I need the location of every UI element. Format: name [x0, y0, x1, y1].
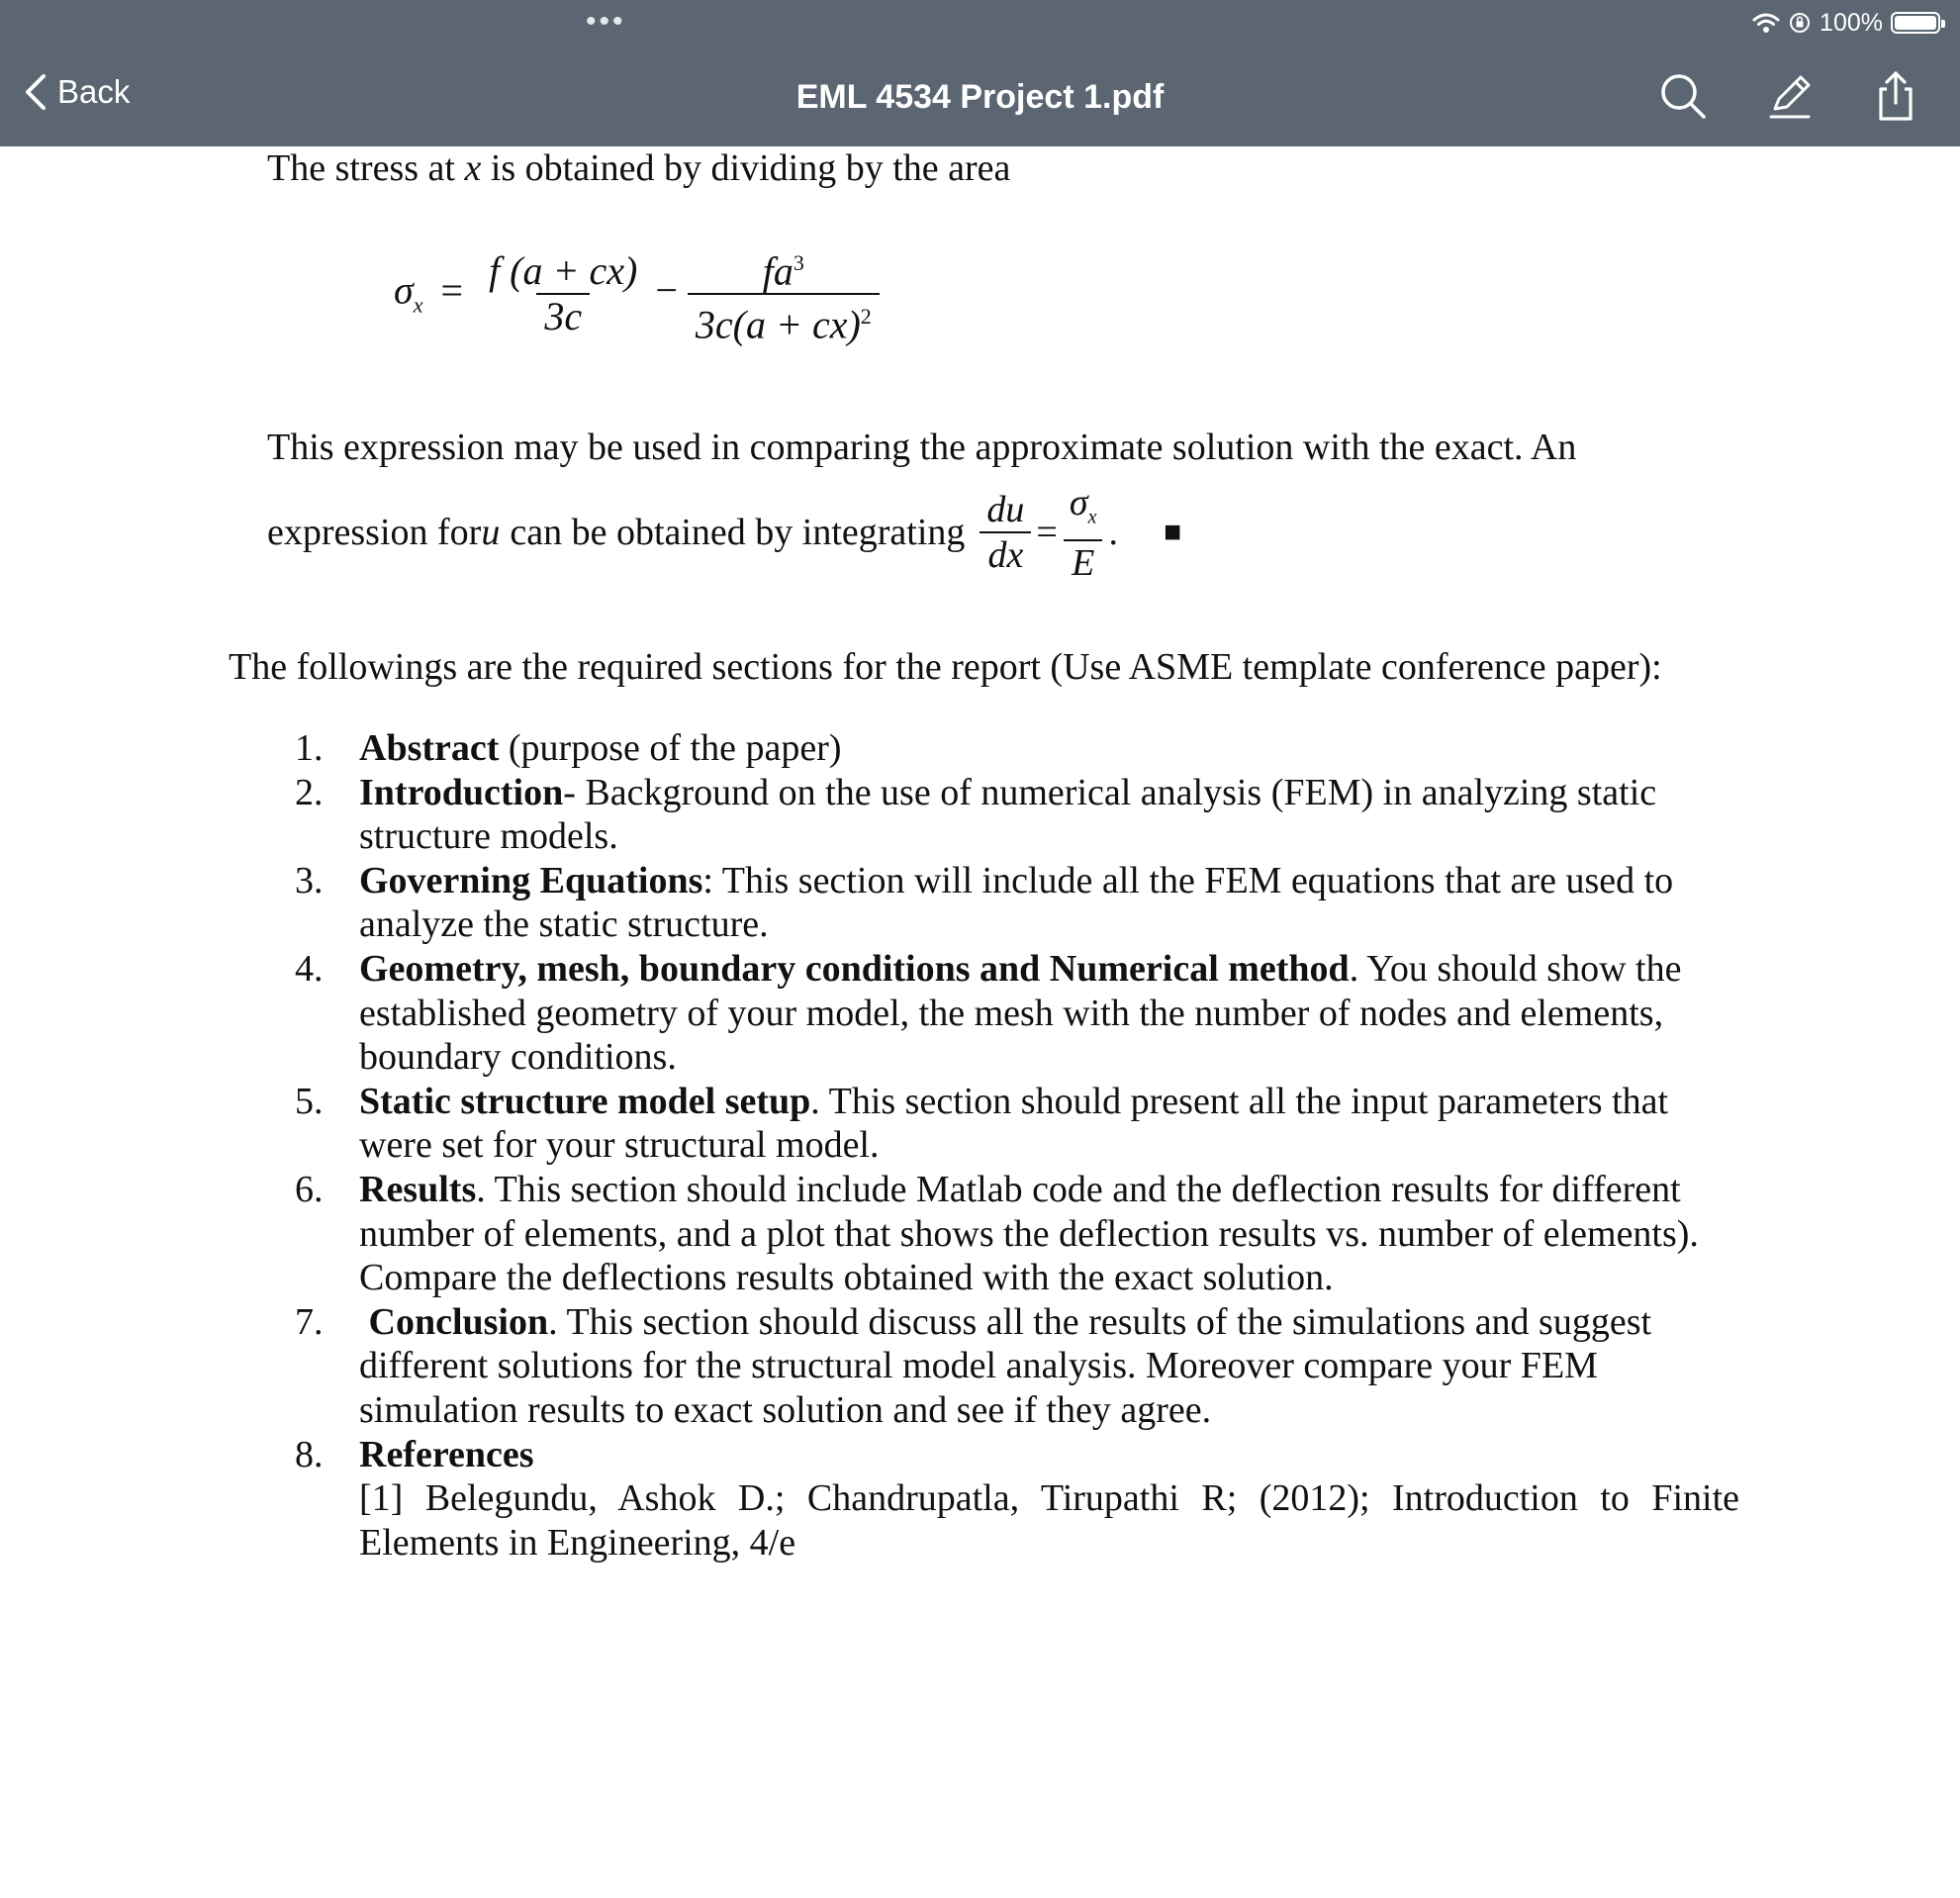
du-numerator: du [986, 489, 1025, 531]
section-description: - Background on the use of numerical analysis (FEM) in analyzing static structure models. [359, 771, 1657, 858]
intro-variable: x [464, 147, 482, 189]
reference-entry: [1] Belegundu, Ashok D.; Chandrupatla, Tirupathi R; (2012); Introduction to Finite Elements in Engineering, 4/e [359, 1477, 1739, 1564]
required-sections-list [295, 726, 1739, 1565]
intro-text: The stress at [267, 147, 465, 189]
para2-text-end: can be obtained by integrating [510, 512, 966, 554]
list-number: 5. [295, 1080, 324, 1122]
para2-text: expression for [267, 512, 482, 554]
list-number: 2. [295, 771, 324, 813]
equation-fraction-1 [481, 249, 645, 338]
list-number: 4. [295, 947, 324, 990]
section-heading: Results [359, 1168, 477, 1210]
fraction-2-denominator: 3c(a + cx) [695, 302, 861, 347]
list-number: 6. [295, 1168, 324, 1210]
list-item [295, 859, 1739, 947]
section-description: . This section should present all the input parameters that were set for your structural model. [359, 1080, 1669, 1167]
sigma-symbol: σ [394, 267, 414, 313]
section-description: (purpose of the paper) [499, 727, 842, 769]
fraction-1-numerator: f (a + cx) [489, 248, 638, 294]
wifi-icon [1752, 12, 1780, 34]
list-item [295, 1300, 1739, 1433]
qed-symbol: ■ [1164, 516, 1182, 549]
share-icon[interactable] [1869, 69, 1922, 123]
section-heading: Abstract [359, 727, 500, 769]
para2-variable: u [481, 512, 501, 554]
equation-period: . [1108, 512, 1118, 554]
e-denominator: E [1072, 541, 1095, 584]
section-description: . You should show the established geometry of your model, the mesh with the number of nodes and elements, boundary conditions. [359, 947, 1682, 1079]
sigma-over-e-fraction [1062, 481, 1105, 585]
markup-pen-icon[interactable] [1763, 69, 1817, 123]
battery-percentage: 100% [1820, 8, 1883, 37]
list-number: 7. [295, 1300, 324, 1343]
list-item [295, 1168, 1739, 1300]
search-icon[interactable] [1656, 69, 1710, 123]
sigma-subscript: x [413, 292, 423, 318]
fraction-1-denominator: 3c [544, 294, 583, 339]
multitasking-dots[interactable]: ••• [586, 5, 626, 38]
list-item [295, 771, 1739, 859]
orientation-lock-icon [1788, 11, 1812, 35]
stress-equation: $\sigma_x$ = $\frac{f (a + cx)}{3c}$ − $\frac{fa^3}{3c(a + cx)^2}$ [394, 241, 880, 347]
minus-sign: − [655, 267, 678, 313]
section-heading: References [359, 1433, 534, 1475]
status-bar [1752, 8, 1940, 38]
paragraph-2-line-1: This expression may be used in comparing the approximate solution with the exact. An [267, 427, 1577, 468]
dx-denominator: dx [987, 534, 1024, 577]
sections-intro: The followings are the required sections for the report (Use ASME template conference paper): [229, 646, 1662, 688]
list-item [295, 1433, 1739, 1566]
section-description: . This section should include Matlab code and the deflection results for different number of elements, and a plot that shows the deflection results vs. number of elements). Compare the deflections results obtained with the exact solution. [359, 1168, 1699, 1299]
section-heading: Conclusion [359, 1300, 549, 1343]
pdf-page [0, 146, 1960, 1898]
section-heading: Governing Equations [359, 859, 703, 902]
list-item [295, 1080, 1739, 1168]
document-title: EML 4534 Project 1.pdf [795, 78, 1165, 116]
section-heading: Introduction [359, 771, 564, 813]
section-heading: Geometry, mesh, boundary conditions and Numerical method [359, 947, 1350, 990]
section-description: : This section will include all the FEM equations that are used to analyze the static structure. [359, 859, 1674, 946]
list-number: 1. [295, 727, 324, 769]
du-dx-fraction [979, 488, 1032, 577]
paragraph-2-line-2: expression for u can be obtained by integrating $\frac{du}{dx}$ = $\frac{\sigma_x}{E}$ . ■ [267, 482, 1182, 584]
list-number: 8. [295, 1433, 324, 1475]
section-description: . This section should discuss all the results of the simulations and suggest different solutions for the structural model analysis. Moreover compare your FEM simulation results to exact solution and see if they agree. [359, 1300, 1652, 1431]
section-heading: Static structure model setup [359, 1080, 811, 1122]
top-bar [0, 0, 1960, 146]
fraction-2-numerator: fa [762, 248, 793, 294]
intro-text-end: is obtained by dividing by the area [481, 147, 1011, 189]
intro-sentence [267, 146, 1010, 190]
battery-icon [1891, 12, 1940, 34]
equation-fraction-2 [688, 241, 880, 347]
back-label: Back [57, 73, 131, 110]
list-item [295, 947, 1739, 1080]
sigma-numerator: σ [1069, 482, 1088, 523]
fraction-2-denominator-exponent: 2 [860, 304, 872, 330]
fraction-2-numerator-exponent: 3 [793, 250, 804, 275]
list-item [295, 726, 1739, 771]
list-number: 3. [295, 859, 324, 902]
sigma-numerator-subscript: x [1087, 506, 1097, 528]
